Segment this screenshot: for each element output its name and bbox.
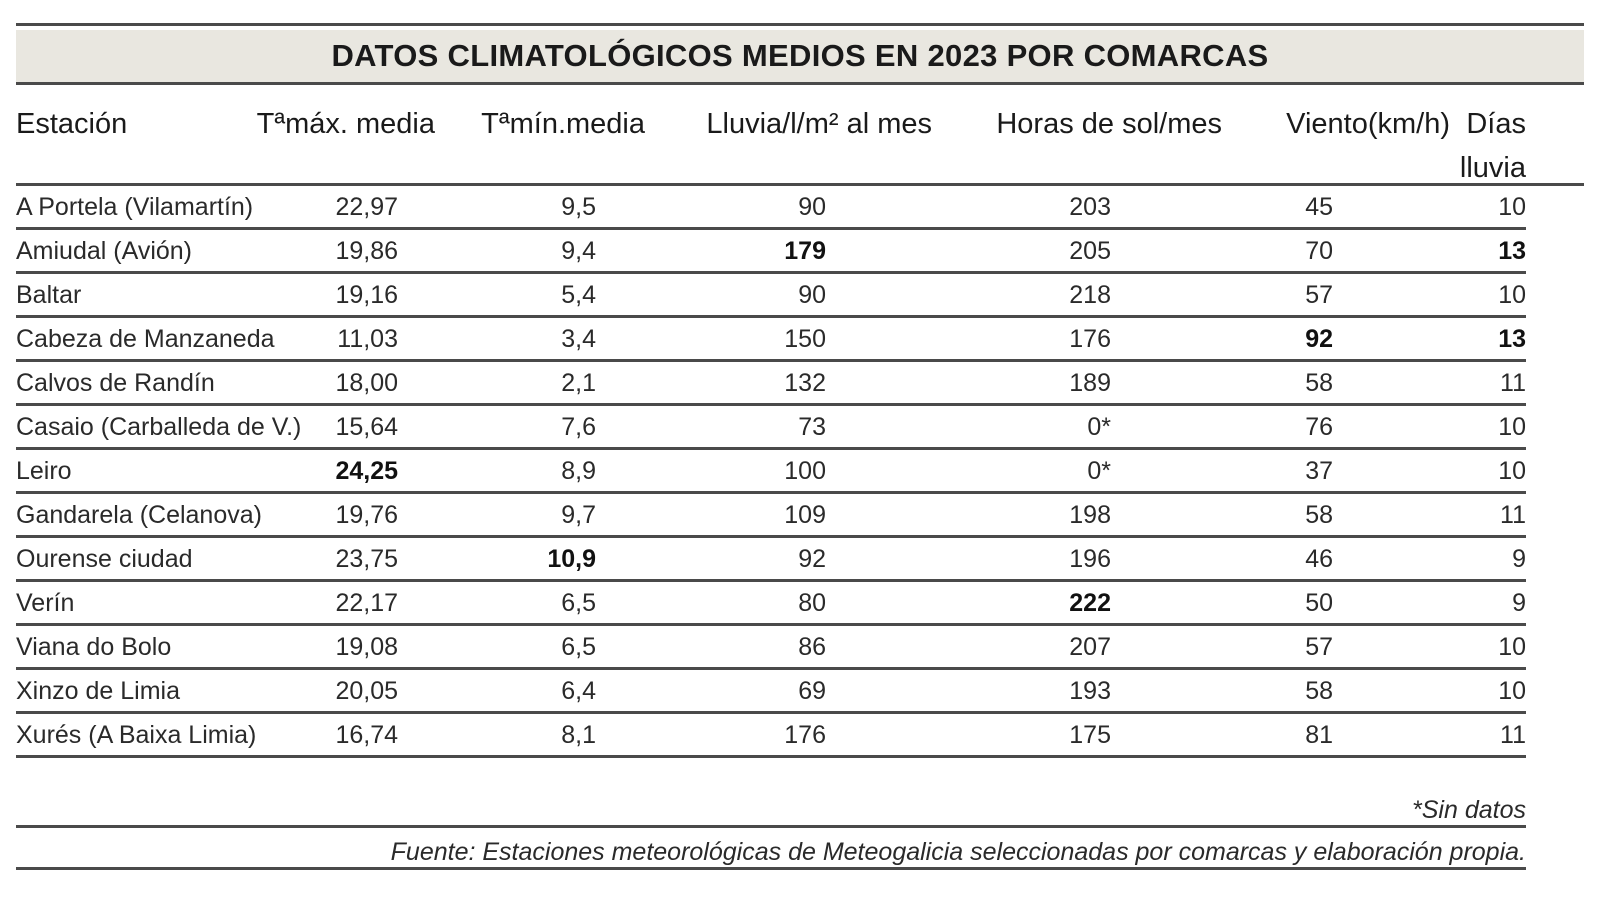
cell-sun: 203 [1069, 193, 1111, 221]
cell-sun: 176 [1069, 325, 1111, 353]
cell-tmax: 24,25 [335, 457, 398, 485]
cell-tmin: 8,1 [561, 721, 596, 749]
cell-tmin: 9,7 [561, 501, 596, 529]
cell-rain: 132 [784, 369, 826, 397]
cell-tmin: 10,9 [547, 545, 596, 573]
cell-rain: 100 [784, 457, 826, 485]
cell-rain: 179 [784, 237, 826, 265]
cell-tmax: 19,08 [335, 633, 398, 661]
cell-rain: 73 [798, 413, 826, 441]
cell-days: 11 [1500, 369, 1526, 397]
cell-tmax: 19,86 [335, 237, 398, 265]
header-rain: Lluvia/l/m² al mes [706, 108, 932, 140]
cell-rain: 176 [784, 721, 826, 749]
cell-days: 9 [1512, 589, 1526, 617]
cell-days: 10 [1498, 677, 1526, 705]
cell-station: Ourense ciudad [16, 545, 193, 573]
cell-days: 10 [1498, 457, 1526, 485]
cell-tmax: 19,16 [335, 281, 398, 309]
cell-wind: 37 [1305, 457, 1333, 485]
cell-rain: 90 [798, 281, 826, 309]
cell-tmin: 6,5 [561, 633, 596, 661]
cell-rain: 109 [784, 501, 826, 529]
top-rule [16, 23, 1584, 26]
table-row [16, 714, 1526, 758]
title-band [16, 30, 1584, 82]
header-days-rain: lluvia [1459, 152, 1526, 184]
header-tmin: Tªmín.media [481, 108, 645, 140]
cell-days: 13 [1498, 237, 1526, 265]
table-row [16, 362, 1526, 406]
footnote: *Sin datos [1412, 796, 1526, 824]
table-row [16, 582, 1526, 626]
cell-wind: 45 [1305, 193, 1333, 221]
cell-tmin: 6,5 [561, 589, 596, 617]
cell-rain: 80 [798, 589, 826, 617]
cell-tmin: 7,6 [561, 413, 596, 441]
cell-tmax: 18,00 [335, 369, 398, 397]
cell-wind: 58 [1305, 501, 1333, 529]
cell-days: 10 [1498, 193, 1526, 221]
cell-days: 11 [1500, 501, 1526, 529]
cell-tmax: 15,64 [335, 413, 398, 441]
table-row [16, 318, 1526, 362]
cell-station: Leiro [16, 457, 72, 485]
table-row [16, 274, 1526, 318]
cell-wind: 50 [1305, 589, 1333, 617]
cell-rain: 90 [798, 193, 826, 221]
cell-tmax: 19,76 [335, 501, 398, 529]
table-row [16, 406, 1526, 450]
cell-station: Baltar [16, 281, 82, 309]
header-tmax: Tªmáx. media [256, 108, 435, 140]
header-wind: Viento(km/h) [1286, 108, 1450, 140]
cell-days: 10 [1498, 281, 1526, 309]
table-row [16, 230, 1526, 274]
header-station: Estación [16, 108, 128, 140]
cell-wind: 58 [1305, 369, 1333, 397]
cell-days: 11 [1500, 721, 1526, 749]
table-row [16, 538, 1526, 582]
cell-tmin: 9,4 [561, 237, 596, 265]
cell-wind: 81 [1305, 721, 1333, 749]
cell-sun: 218 [1069, 281, 1111, 309]
cell-sun: 175 [1069, 721, 1111, 749]
cell-wind: 57 [1305, 633, 1333, 661]
table-title: DATOS CLIMATOLÓGICOS MEDIOS EN 2023 POR COMARCAS [331, 38, 1269, 73]
source-credit: Fuente: Estaciones meteorológicas de Meteogalicia seleccionadas por comarcas y elaboración propia. [390, 838, 1526, 866]
cell-station: Verín [16, 589, 75, 617]
cell-rain: 92 [798, 545, 826, 573]
cell-tmin: 9,5 [561, 193, 596, 221]
cell-sun: 0* [1087, 413, 1111, 441]
cell-station: Gandarela (Celanova) [16, 501, 262, 529]
cell-wind: 70 [1305, 237, 1333, 265]
cell-sun: 205 [1069, 237, 1111, 265]
cell-wind: 92 [1305, 325, 1333, 353]
cell-sun: 0* [1087, 457, 1111, 485]
cell-tmax: 20,05 [335, 677, 398, 705]
cell-sun: 193 [1069, 677, 1111, 705]
cell-station: Calvos de Randín [16, 369, 215, 397]
cell-wind: 57 [1305, 281, 1333, 309]
cell-station: Xurés (A Baixa Limia) [16, 721, 257, 749]
cell-tmin: 2,1 [561, 369, 596, 397]
cell-rain: 150 [784, 325, 826, 353]
table-row [16, 670, 1526, 714]
header-days: Días [1466, 108, 1526, 140]
cell-days: 10 [1498, 633, 1526, 661]
footer-rule [16, 825, 1526, 828]
cell-sun: 222 [1069, 589, 1111, 617]
cell-sun: 196 [1069, 545, 1111, 573]
table-row [16, 450, 1526, 494]
cell-tmax: 16,74 [335, 721, 398, 749]
cell-tmax: 22,97 [335, 193, 398, 221]
cell-tmin: 3,4 [561, 325, 596, 353]
table-body [16, 186, 1526, 758]
cell-wind: 76 [1305, 413, 1333, 441]
cell-tmin: 6,4 [561, 677, 596, 705]
table-row [16, 626, 1526, 670]
cell-station: Cabeza de Manzaneda [16, 325, 275, 353]
cell-station: Amiudal (Avión) [16, 237, 193, 265]
cell-wind: 58 [1305, 677, 1333, 705]
cell-wind: 46 [1305, 545, 1333, 573]
title-rule [16, 82, 1584, 85]
cell-tmax: 23,75 [335, 545, 398, 573]
cell-station: A Portela (Vilamartín) [16, 193, 254, 221]
cell-tmax: 11,03 [337, 325, 398, 353]
header-sun: Horas de sol/mes [996, 108, 1222, 140]
cell-tmax: 22,17 [335, 589, 398, 617]
table-row [16, 494, 1526, 538]
cell-sun: 207 [1069, 633, 1111, 661]
cell-tmin: 8,9 [561, 457, 596, 485]
bottom-rule [16, 867, 1526, 870]
cell-sun: 198 [1069, 501, 1111, 529]
cell-days: 10 [1498, 413, 1526, 441]
cell-rain: 69 [798, 677, 826, 705]
cell-days: 9 [1512, 545, 1526, 573]
cell-station: Xinzo de Limia [16, 677, 180, 705]
cell-rain: 86 [798, 633, 826, 661]
table-row [16, 186, 1526, 230]
cell-tmin: 5,4 [561, 281, 596, 309]
cell-days: 13 [1498, 325, 1526, 353]
cell-station: Viana do Bolo [16, 633, 172, 661]
cell-sun: 189 [1069, 369, 1111, 397]
cell-station: Casaio (Carballeda de V.) [16, 413, 302, 441]
